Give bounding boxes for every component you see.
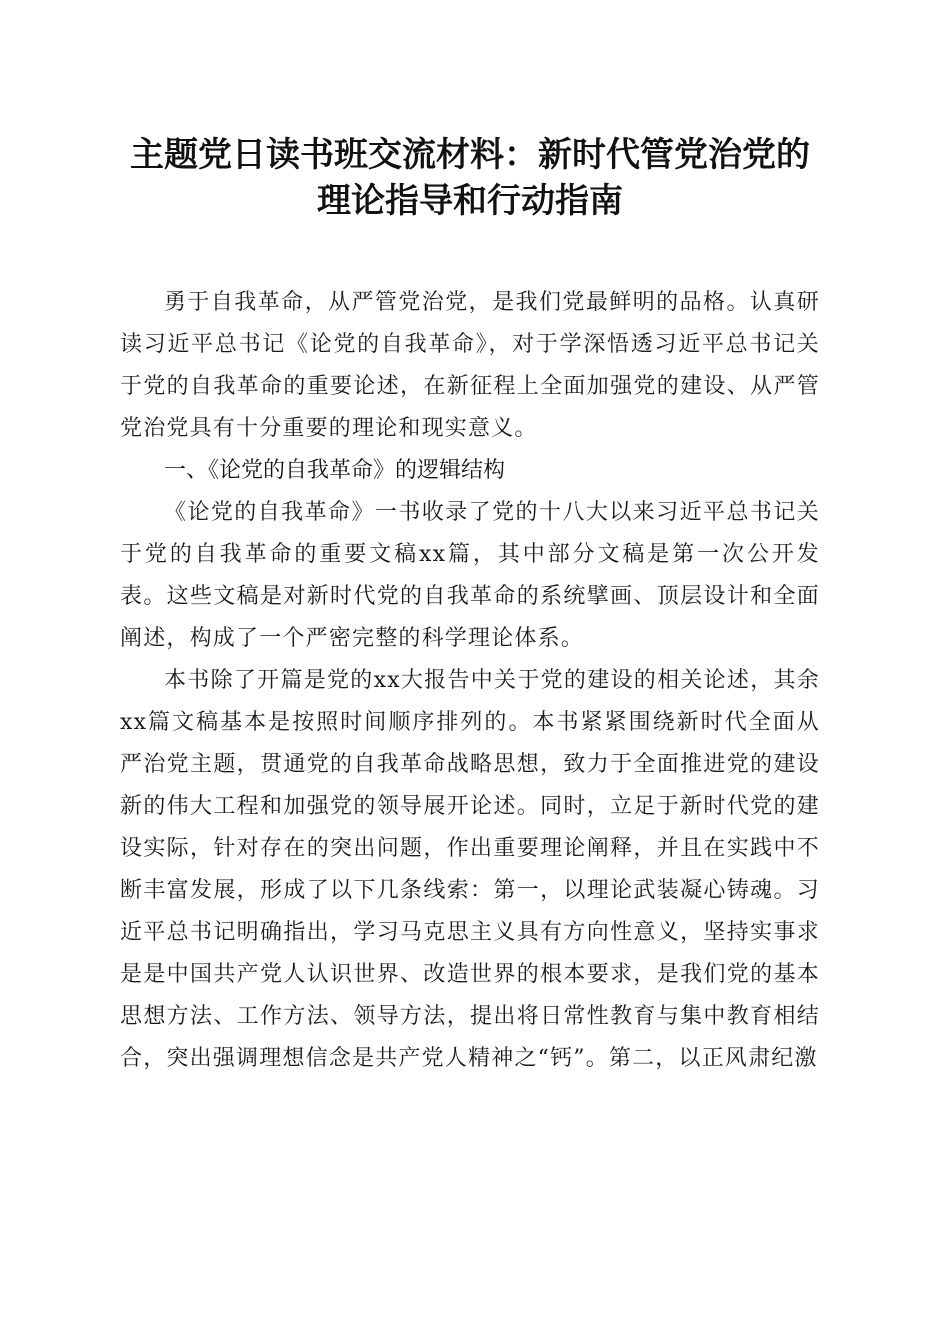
title-line-2: 理论指导和行动指南	[317, 181, 623, 221]
intro-paragraph: 勇于自我革命，从严管党治党，是我们党最鲜明的品格。认真研读习近平总书记《论党的自我革命》，对于学深悟透习近平总书记关于党的自我革命的重要论述，在新征程上全面加强党的建设、从严管党治党具有十分重要的理论和现实意义。	[120, 290, 820, 441]
document-title	[120, 132, 820, 224]
body-paragraph-2: 本书除了开篇是党的xx大报告中关于党的建设的相关论述，其余xx篇文稿基本是按照时间顺序排列的。本书紧紧围绕新时代全面从严治党主题，贯通党的自我革命战略思想，致力于全面推进党的建设新的伟大工程和加强党的领导展开论述。同时，立足于新时代党的建设实际，针对存在的突出问题，作出重要理论阐释，并且在实践中不断丰富发展，形成了以下几条线索：第一，以理论武装凝心铸魂。习近平总书记明确指出，学习马克思主义具有方向性意义，坚持实事求是是中国共产党人认识世界、改造世界的根本要求，是我们党的基本思想方法、工作方法、领导方法，提出将日常性教育与集中教育相结合，突出强调理想信念是共产党人精神之“钙”。第二，以正风肃纪激	[120, 668, 820, 1071]
body-paragraph-1: 《论党的自我革命》一书收录了党的十八大以来习近平总书记关于党的自我革命的重要文稿xx篇，其中部分文稿是第一次公开发表。这些文稿是对新时代党的自我革命的系统擘画、顶层设计和全面阐述，构成了一个严密完整的科学理论体系。	[120, 500, 820, 651]
section-heading-1: 一、《论党的自我革命》的逻辑结构	[164, 458, 506, 483]
title-line-1: 主题党日读书班交流材料：新时代管党治党的	[130, 135, 810, 175]
